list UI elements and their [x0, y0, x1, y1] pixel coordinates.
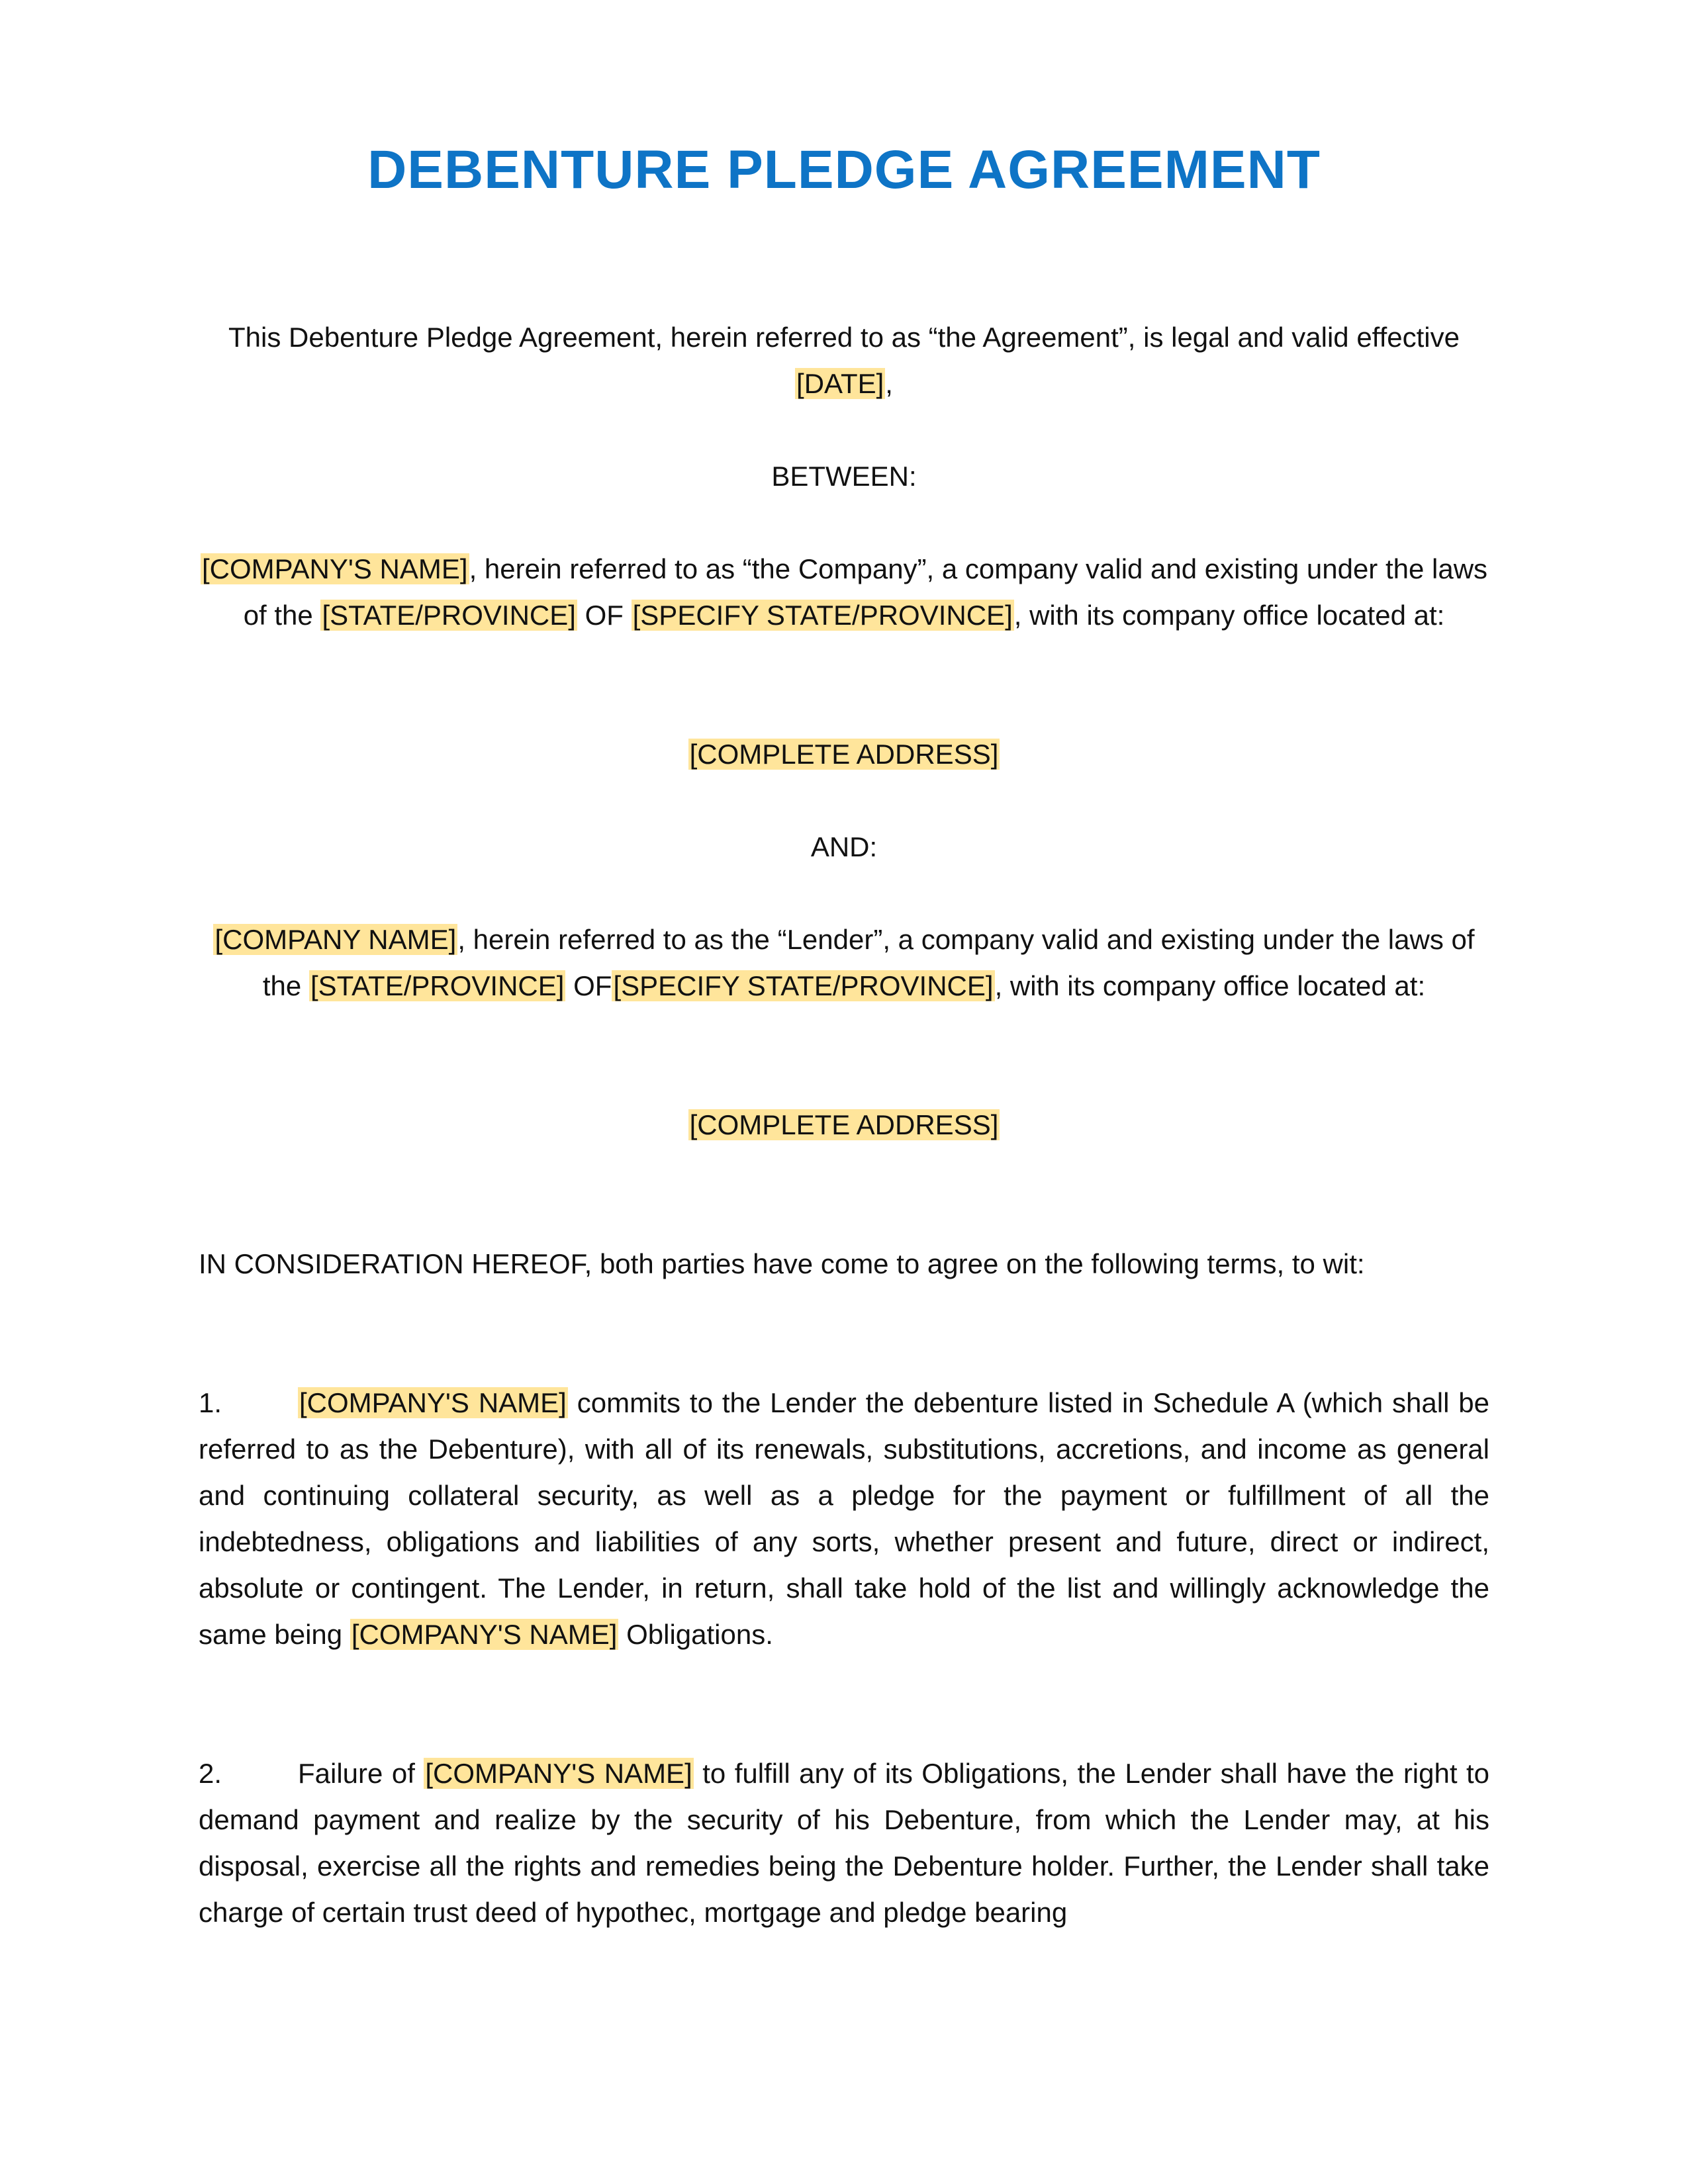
intro-paragraph — [199, 314, 1489, 407]
clause-1-company-placeholder: [COMPANY'S NAME] — [299, 1387, 567, 1418]
clause-1-company-placeholder-2: [COMPANY'S NAME] — [351, 1619, 618, 1650]
consideration-paragraph: IN CONSIDERATION HEREOF, both parties have come to agree on the following terms, to wit: — [199, 1248, 1365, 1279]
clause-1-text: commits to the Lender the debenture listed in Schedule A (which shall be referred to as the Debenture), with all of its renewals, substitutions, accretions, and income as general and continuing collateral security, as well as a pledge for the payment or fulfillment of all the indebtedness, obligations and liabilities of any sorts, whether present and future, direct or indirect, absolute or contingent. The Lender, in return, shall take hold of the list and willingly acknowledge the same being — [199, 1387, 1490, 1650]
clause-2-text: to fulfill any of its Obligations, the Lender shall have the right to demand payment and realize by the security of his Debenture, from which the Lender may, at his disposal, exercise all the rights and remedies being the Debenture holder. Further, the Lender shall take charge of certain trust deed of hypothec, mortgage and pledge bearing — [199, 1758, 1490, 1928]
party1-address — [199, 731, 1489, 778]
party2-paragraph — [199, 917, 1489, 1009]
date-placeholder: [DATE] — [796, 368, 884, 399]
clause-1-number: 1. — [199, 1387, 222, 1418]
party2-specify-placeholder: [SPECIFY STATE/PROVINCE] — [613, 970, 994, 1001]
document-title: DEBENTURE PLEDGE AGREEMENT — [367, 140, 1321, 200]
party1-address-placeholder: [COMPLETE ADDRESS] — [689, 739, 999, 770]
clause-2-company-placeholder: [COMPANY'S NAME] — [425, 1758, 692, 1789]
intro-text: This Debenture Pledge Agreement, herein referred to as “the Agreement”, is legal and valid effective — [228, 322, 1460, 353]
clause-2-text-start: Failure of — [298, 1758, 424, 1789]
party2-text-end: , with its company office located at: — [994, 970, 1426, 1001]
party2-state-placeholder: [STATE/PROVINCE] — [310, 970, 565, 1001]
party1-state-placeholder: [STATE/PROVINCE] — [322, 600, 576, 631]
and-label: AND: — [810, 831, 878, 862]
clause-1-text-end: Obligations. — [618, 1619, 773, 1650]
party1-name-placeholder: [COMPANY'S NAME] — [201, 553, 468, 584]
party1-text: , herein referred to as “the Company”, a company valid and existing under the laws of the — [243, 553, 1488, 631]
party1-paragraph — [199, 546, 1489, 639]
party2-name-placeholder: [COMPANY NAME] — [214, 924, 457, 955]
clause-2 — [199, 1751, 1489, 1936]
between-label: BETWEEN: — [771, 461, 917, 492]
intro-text-end: , — [885, 368, 893, 399]
party2-address-placeholder: [COMPLETE ADDRESS] — [689, 1109, 999, 1140]
party2-address — [199, 1102, 1489, 1148]
party1-of: OF — [577, 600, 632, 631]
party2-of: OF — [565, 970, 612, 1001]
clause-1 — [199, 1380, 1489, 1658]
party1-specify-placeholder: [SPECIFY STATE/PROVINCE] — [632, 600, 1013, 631]
clause-2-number: 2. — [199, 1758, 222, 1789]
party1-text-end: , with its company office located at: — [1013, 600, 1445, 631]
party2-text: , herein referred to as the “Lender”, a company valid and existing under the laws of the — [262, 924, 1475, 1001]
